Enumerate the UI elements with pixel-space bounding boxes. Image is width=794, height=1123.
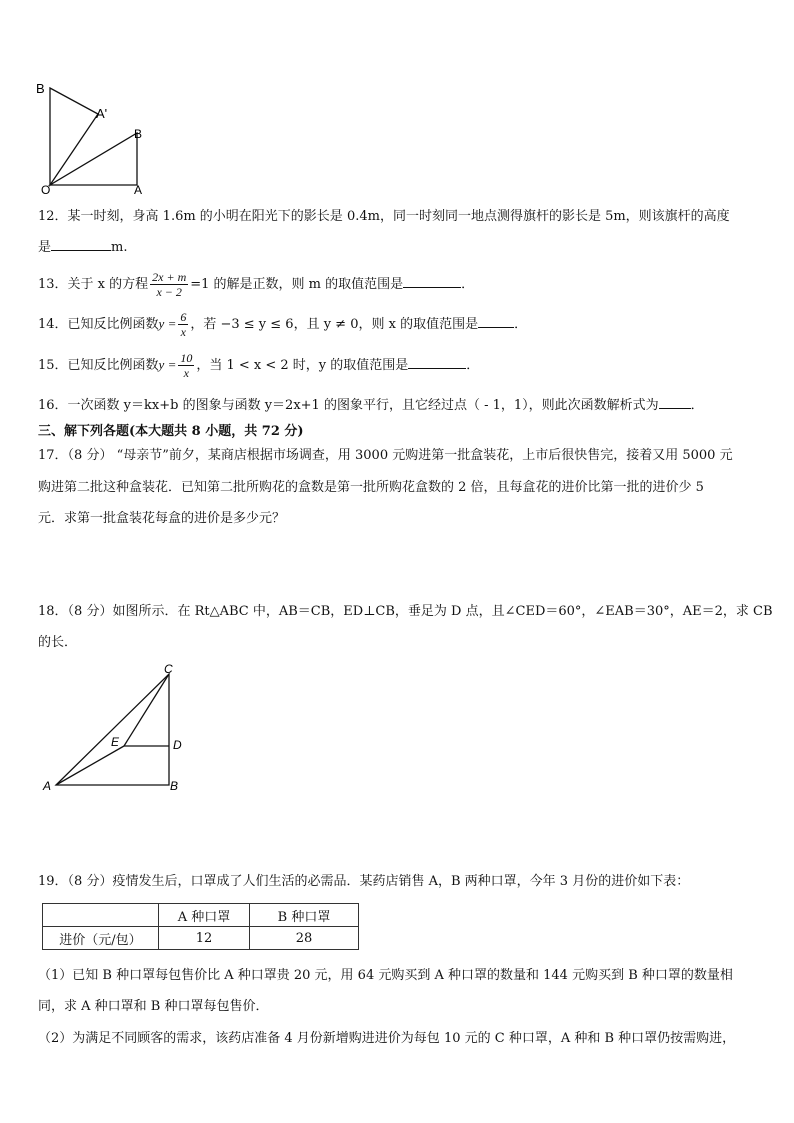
answer-blank-12 bbox=[51, 238, 111, 251]
right-triangle-figure bbox=[36, 660, 196, 795]
question-15-prefix: 15．已知反比例函数 bbox=[38, 358, 159, 373]
label-D: D bbox=[173, 738, 182, 752]
question-15-yeq: y = bbox=[158, 357, 177, 372]
question-14-prefix: 14．已知反比例函数 bbox=[38, 317, 159, 332]
answer-blank-14 bbox=[478, 315, 514, 328]
table-header-cell: B 种口罩 bbox=[250, 904, 359, 927]
rotation-figure bbox=[30, 78, 160, 196]
table-header-row bbox=[43, 904, 359, 927]
fraction-13-denominator: x − 2 bbox=[156, 285, 182, 299]
question-17-line-1: 17．（8 分） “母亲节”前夕，某商店根据市场调查，用 3000 元购进第一批盒装花，上市后很快售完，接着又用 5000 元 bbox=[38, 448, 733, 463]
question-19-part-1-line-2: 同，求 A 种口罩和 B 种口罩每包售价． bbox=[38, 999, 269, 1014]
fraction-15-numerator: 10 bbox=[180, 351, 193, 365]
triangle-OAB bbox=[50, 133, 137, 185]
question-12-line-2 bbox=[38, 238, 127, 257]
question-12-line-1: 12．某一时刻，身高 1.6m 的小明在阳光下的影长是 0.4m，同一时刻同一地点测得旗杆的影长是 5m，则该旗杆的高度 bbox=[38, 209, 730, 224]
question-15 bbox=[38, 351, 479, 380]
label-A: A bbox=[43, 779, 52, 793]
question-16-end: ． bbox=[690, 398, 704, 413]
label-E: E bbox=[111, 735, 120, 749]
label-A: A bbox=[134, 183, 143, 196]
question-14-end: ． bbox=[514, 317, 528, 332]
question-13-end: ． bbox=[461, 277, 475, 292]
fraction-14-denominator: x bbox=[180, 325, 186, 339]
label-B: B bbox=[170, 779, 179, 793]
fraction-15-denominator: x bbox=[183, 366, 189, 380]
question-14-mid: ，若 −3 ≤ y ≤ 6，且 y ≠ 0，则 x 的取值范围是 bbox=[190, 317, 479, 332]
section-3-heading: 三、解下列各题(本大题共 8 小题，共 72 分) bbox=[38, 424, 304, 439]
table-cell: 28 bbox=[250, 927, 359, 950]
question-15-end: ． bbox=[466, 358, 480, 373]
question-17-line-2: 购进第二批这种盒装花．已知第二批所购花的盒数是第一批所购花盒数的 2 倍，且每盒花的进价比第一批的进价少 5 bbox=[38, 480, 704, 495]
label-O: O bbox=[41, 183, 51, 196]
question-13-suffix: =1 的解是正数，则 m 的取值范围是 bbox=[190, 277, 404, 292]
answer-blank-13 bbox=[403, 275, 461, 288]
question-14-yeq: y = bbox=[158, 316, 177, 331]
table-cell: 进价（元/包） bbox=[43, 927, 159, 950]
question-18-line-2: 的长． bbox=[38, 635, 78, 650]
fraction-13 bbox=[150, 270, 188, 299]
label-A-prime: A' bbox=[96, 106, 108, 121]
question-14 bbox=[38, 310, 527, 339]
segment-EC bbox=[124, 674, 169, 746]
table-cell: 12 bbox=[159, 927, 250, 950]
table-header-cell: A 种口罩 bbox=[159, 904, 250, 927]
fraction-14-numerator: 6 bbox=[180, 310, 187, 324]
table-header-cell bbox=[43, 904, 159, 927]
question-12-suffix: m. bbox=[111, 240, 128, 255]
question-19-part-1-line-1: （1）已知 B 种口罩每包售价比 A 种口罩贵 20 元，用 64 元购买到 A 种口罩的数量和 144 元购买到 B 种口罩的数量相 bbox=[38, 968, 733, 983]
label-B-right: B bbox=[134, 127, 143, 141]
question-15-mid: ，当 1 < x < 2 时，y 的取值范围是 bbox=[196, 358, 409, 373]
fraction-15 bbox=[178, 351, 194, 380]
question-18-line-1: 18．（8 分）如图所示．在 Rt△ABC 中，AB＝CB，ED⊥CB，垂足为 D 点，且∠CED＝60°，∠EAB＝30°，AE＝2，求 CB bbox=[38, 604, 773, 619]
fraction-13-numerator: 2x + m bbox=[152, 270, 187, 284]
question-19-part-2-line-1: （2）为满足不同顾客的需求，该药店准备 4 月份新增购进进价为每包 10 元的 C 种口罩，A 种和 B 种口罩仍按需购进， bbox=[38, 1031, 736, 1046]
fraction-14 bbox=[178, 310, 188, 339]
question-16-text: 16．一次函数 y＝kx+b 的图象与函数 y＝2x+1 的图象平行，且它经过点（ - 1，1），则此次函数解析式为 bbox=[38, 398, 659, 413]
question-16 bbox=[38, 396, 704, 415]
table-row bbox=[43, 927, 359, 950]
question-17-line-3: 元．求第一批盒装花每盒的进价是多少元？ bbox=[38, 511, 286, 526]
answer-blank-16 bbox=[659, 396, 691, 409]
label-C: C bbox=[164, 662, 173, 676]
question-13-prefix: 13．关于 x 的方程 bbox=[38, 277, 149, 292]
answer-blank-15 bbox=[408, 356, 466, 369]
price-table bbox=[42, 903, 359, 950]
question-12-prefix: 是 bbox=[38, 240, 52, 255]
question-19-intro: 19．（8 分）疫情发生后，口罩成了人们生活的必需品．某药店销售 A，B 两种口罩，今年 3 月份的进价如下表： bbox=[38, 874, 690, 889]
triangle-ABC bbox=[56, 674, 169, 785]
label-B-top: B bbox=[36, 81, 45, 96]
question-13 bbox=[38, 270, 474, 299]
